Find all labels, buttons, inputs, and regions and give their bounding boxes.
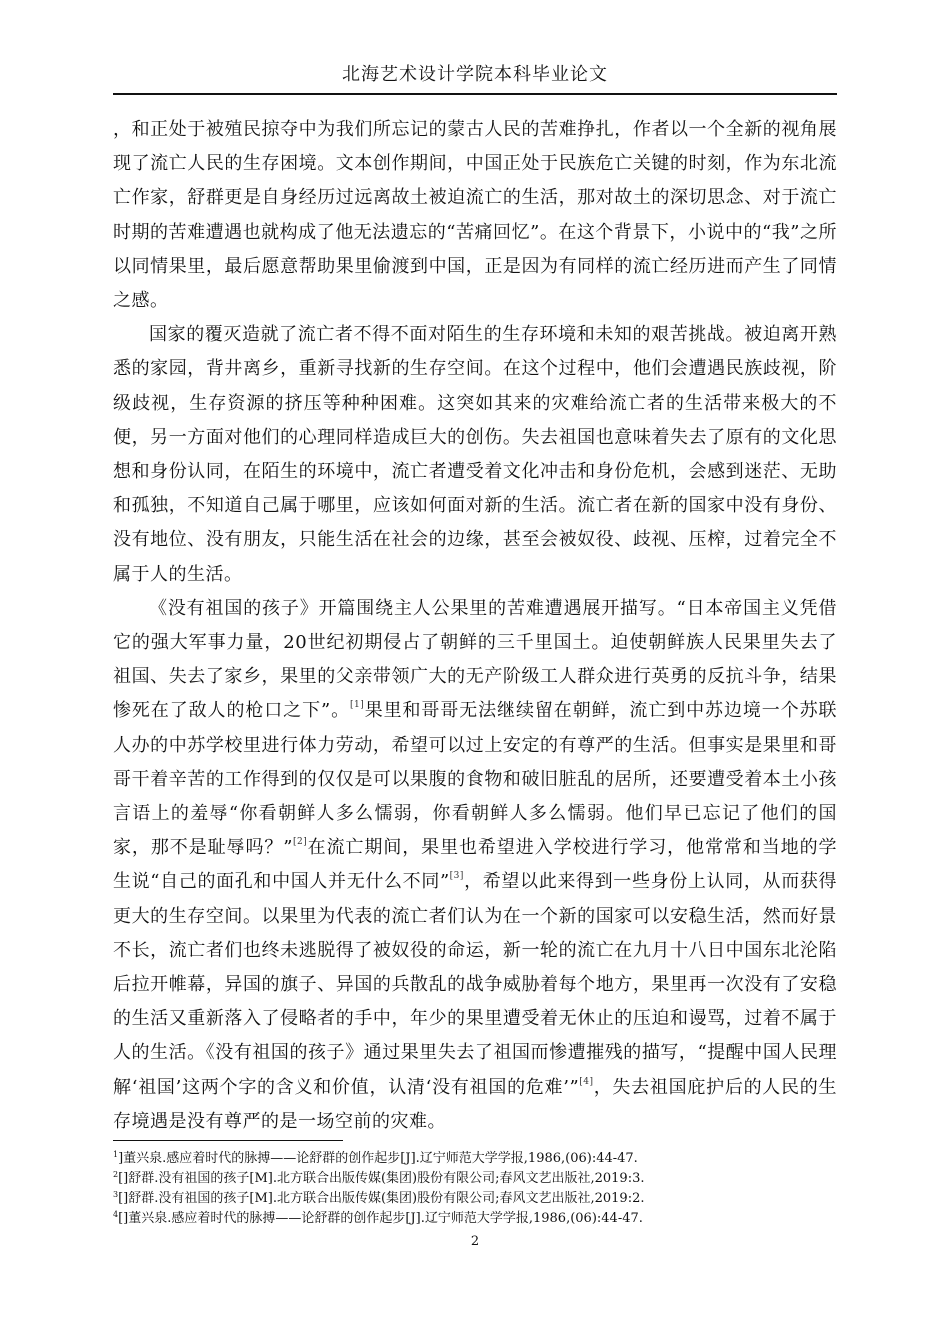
paragraph-text: 果里和哥哥无法继续留在朝鲜，流亡到中苏边境一个苏联人办的中苏学校里进行体力劳动，希望可以过上安定的有尊严的生活。但事实是果里和哥哥干着辛苦的工作得到的仅仅是可以果腹的食物和破旧脏乱的居所，还要遭受着本土小孩言语上的羞辱“你看朝鲜人多么懦弱，你看朝鲜人多么懦弱。他们早已忘记了他们的国家，那不是耻辱吗？” — [113, 700, 838, 859]
footnote — [113, 1169, 843, 1189]
footnote-separator — [113, 1140, 343, 1141]
paragraph-text: ，和正处于被殖民掠夺中为我们所忘记的蒙古人民的苦难挣扎，作者以一个全新的视角展现了流亡人民的生存困境。文本创作期间，中国正处于民族危亡关键的时刻，作为东北流亡作家，舒群更是自身经历过远离故土被迫流亡的生活，那对故土的深切思念、对于流亡时期的苦难遭遇也就构成了他无法遗忘的“苦痛回忆”。在这个背景下，小说中的“我”之所以同情果里，最后愿意帮助果里偷渡到中国，正是因为有同样的流亡经历进而产生了同情之感。 — [113, 119, 837, 312]
footnote-text: []舒群.没有祖国的孩子[M].北方联合出版传媒(集团)股份有限公司;春风文艺出版社,2019:2. — [118, 1191, 645, 1206]
paragraph-text: 国家的覆灭造就了流亡者不得不面对陌生的生存环境和未知的艰苦挑战。被迫离开熟悉的家园，背井离乡，重新寻找新的生存空间。在这个过程中，他们会遭遇民族歧视，阶级歧视，生存资源的挤压等种种困难。这突如其来的灾难给流亡者的生活带来极大的不便，另一方面对他们的心理同样造成巨大的创伤。失去祖国也意味着失去了原有的文化思想和身份认同，在陌生的环境中，流亡者遭受着文化冲击和身份危机，会感到迷茫、无助和孤独，不知道自己属于哪里，应该如何面对新的生活。流亡者在新的国家中没有身份、没有地位、没有朋友，只能生活在社会的边缘，甚至会被奴役、歧视、压榨，过着完全不属于人的生活。 — [113, 324, 837, 585]
paragraph-text: 《没有祖国的孩子》开篇围绕主人公果里的苦难遭遇展开描写。“日本帝国主义凭借它的强大军事力量，20世纪初期侵占了朝鲜的三千里国土。迫使朝鲜族人民果里失去了祖国、失去了家乡，果里的父亲带领广大的无产阶级工人群众进行英勇的反抗斗争，结果惨死在了敌人的枪口之下”。 — [113, 597, 837, 722]
paragraph — [113, 318, 837, 592]
citation-marker[interactable]: [3] — [449, 871, 464, 882]
body-text — [113, 113, 837, 1139]
header-rule — [113, 93, 837, 95]
paragraph-text: 在流亡期间，果里也希望进入学校进行学习，他常常和当地的学生说“自己的面孔和中国人并无什么不同” — [113, 837, 837, 893]
footnote-text: ]董兴泉.感应着时代的脉搏——论舒群的创作起步[J].辽宁师范大学学报,1986,(06):44-47. — [118, 1151, 638, 1166]
footnote — [113, 1189, 843, 1209]
footnote-text: []董兴泉.感应着时代的脉搏——论舒群的创作起步[J].辽宁师范大学学报,1986,(06):44-47. — [118, 1211, 643, 1226]
footnotes — [113, 1149, 843, 1229]
citation-marker[interactable]: [1] — [350, 700, 365, 711]
running-header: 北海艺术设计学院本科毕业论文 — [342, 64, 608, 85]
footnote-marker: 2 — [113, 1170, 119, 1179]
page-number: 2 — [470, 1234, 480, 1249]
citation-marker[interactable]: [4] — [579, 1076, 594, 1087]
footnote-text: []舒群.没有祖国的孩子[M].北方联合出版传媒(集团)股份有限公司;春风文艺出版社,2019:3. — [118, 1171, 645, 1186]
paragraph-text: ，失去祖国庇护后的人民的生存境遇是没有尊严的是一场空前的灾难。 — [113, 1076, 838, 1132]
paragraph — [113, 113, 837, 318]
footnote — [113, 1149, 843, 1169]
footnote-marker: 4 — [113, 1210, 119, 1219]
paragraph — [113, 592, 837, 1139]
citation-marker[interactable]: [2] — [292, 837, 308, 848]
footnote-marker: 3 — [113, 1190, 119, 1199]
footnote — [113, 1209, 843, 1229]
footnote-marker: 1 — [113, 1150, 119, 1159]
paragraph-text: ，希望以此来得到一些身份上认同，从而获得更大的生存空间。以果里为代表的流亡者们认为在一个新的国家可以安稳生活，然而好景不长，流亡者们也终未逃脱得了被奴役的命运，新一轮的流亡在九月十八日中国东北沦陷后拉开帷幕，异国的旗子、异国的兵散乱的战争威胁着每个地方，果里再一次没有了安稳的生活又重新落入了侵略者的手中，年少的果里遭受着无休止的压迫和谩骂，过着不属于人的生活。《没有祖国的孩子》通过果里失去了祖国而惨遭摧残的描写，“提醒中国人民理解‘祖国’这两个字的含义和价值，认清‘没有祖国的危难’” — [113, 871, 837, 1098]
